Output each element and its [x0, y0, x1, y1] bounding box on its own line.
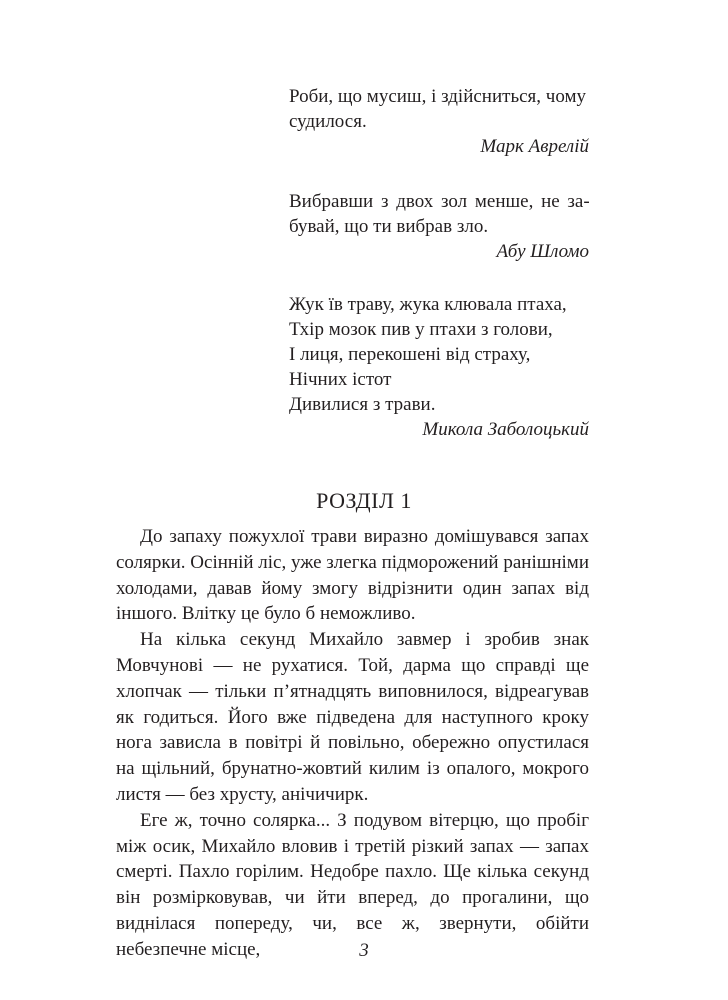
chapter-title: РОЗДІЛ 1 — [316, 488, 412, 513]
epigraph-3 — [289, 292, 589, 442]
epigraph-line: Дивилися з трави. — [289, 394, 436, 415]
paragraph: На кілька секунд Михайло завмер і зробив знак Мовчунові — не рухатися. Той, дарма що справді ще хлопчак — тільки п’ятнадцять виповнилося, відреагував як годиться. Його вже підведена для наступного кроку нога зависла в повітрі й повільно, обережно опустилася на щільний, брунатно-жовтий килим із опалого, мокрого листя — без хрусту, анічичирк. — [116, 629, 589, 805]
epigraph-line: бувай, що ти вибрав зло. — [289, 216, 489, 237]
epigraph-line: судилося. — [289, 111, 367, 132]
epigraph-author: Абу Шломо — [496, 241, 589, 262]
epigraph-1 — [289, 84, 589, 159]
epigraph-line: Тхір мозок пив у птахи з голови, — [289, 319, 553, 340]
page-number: 3 — [359, 940, 369, 961]
paragraph: До запаху пожухлої трави виразно домішувався запах солярки. Осінній ліс, уже злегка підморожений ранішніми холодами, давав йому змогу відрізнити один запах від іншого. Влітку це було б неможливо. — [116, 526, 589, 625]
paragraph: Еге ж, точно солярка... З подувом вітерцю, що пробіг між осик, Михайло вловив і третій різкий запах — запах смерті. Пахло горілим. Недобре пахло. Ще кілька секунд він розмірковував, чи йти вперед, до прогалини, що виднілася попереду, чи, все ж, звернути, обійти небезпечне місце, — [116, 809, 589, 960]
epigraph-line: Жук їв траву, жука клювала птаха, — [289, 294, 567, 315]
epigraph-2 — [289, 189, 589, 264]
epigraph-author: Микола Заболоцький — [422, 419, 589, 440]
epigraph-line: І лиця, перекошені від страху, — [289, 344, 531, 365]
chapter-body — [116, 524, 589, 963]
epigraph-line: Вибравши з двох зол менше, не за- — [289, 191, 590, 212]
epigraph-line: Роби, що мусиш, і здійсниться, чому — [289, 86, 586, 107]
epigraph-line: Нічних істот — [289, 369, 392, 390]
epigraph-author: Марк Аврелій — [480, 136, 589, 157]
